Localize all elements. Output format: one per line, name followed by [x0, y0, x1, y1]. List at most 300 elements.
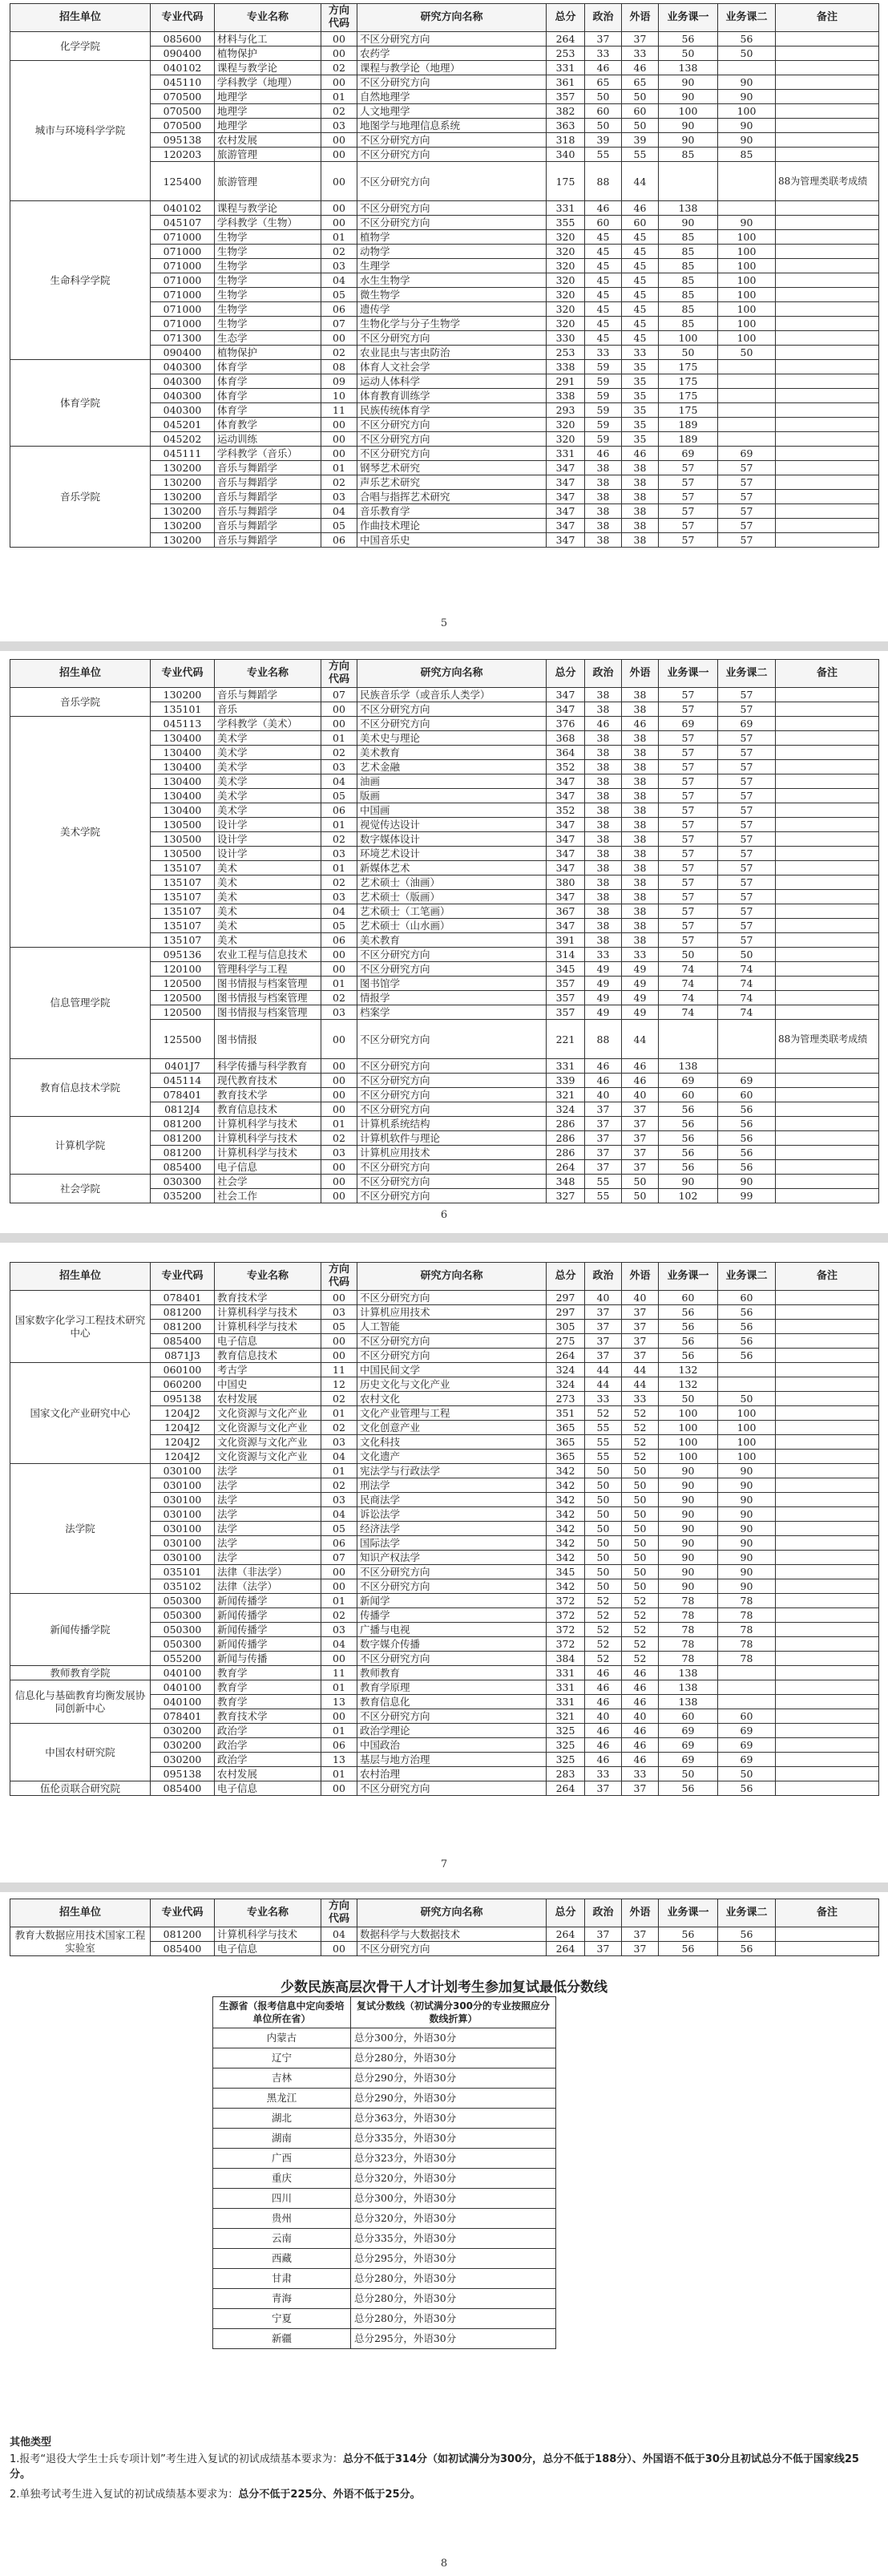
cell-major-code: 030100 [151, 1493, 215, 1507]
cell-direction-code: 00 [321, 201, 357, 216]
minority-province: 宁夏 [213, 2309, 351, 2329]
cell-politics-score: 37 [585, 1942, 622, 1956]
cell-total-score: 347 [547, 919, 585, 933]
cell-course2-score: 69 [718, 1074, 776, 1088]
cell-total-score: 365 [547, 1450, 585, 1464]
minority-province: 广西 [213, 2149, 351, 2169]
cell-politics-score: 45 [585, 245, 622, 259]
cell-course1-score: 57 [659, 904, 718, 919]
cell-direction-name: 钢琴艺术研究 [357, 461, 547, 475]
cell-direction-code: 05 [321, 519, 357, 533]
cell-foreign-language-score: 50 [622, 1551, 659, 1565]
cell-major-name: 文化资源与文化产业 [215, 1421, 321, 1435]
cell-direction-code: 04 [321, 1450, 357, 1464]
cell-course2-score: 57 [718, 688, 776, 702]
cell-major-code: 030100 [151, 1464, 215, 1478]
cell-total-score: 391 [547, 933, 585, 948]
minority-title: 少数民族高层次骨干人才计划考生参加复试最低分数线 [281, 1980, 607, 1996]
cell-major-name: 音乐 [215, 702, 321, 717]
cell-major-code: 035101 [151, 1565, 215, 1579]
cell-major-code: 055200 [151, 1652, 215, 1666]
cell-direction-name: 不区分研究方向 [357, 1059, 547, 1074]
minority-header-province: 生源省（报考信息中定向委培单位所在省） [213, 1997, 351, 2028]
cell-foreign-language-score: 60 [622, 104, 659, 119]
cell-foreign-language-score: 46 [622, 1724, 659, 1738]
cell-total-score: 338 [547, 389, 585, 403]
cell-direction-name: 艺术金融 [357, 760, 547, 774]
cell-direction-name: 情报学 [357, 991, 547, 1005]
cell-course1-score: 50 [659, 1392, 718, 1406]
cell-major-code: 135107 [151, 861, 215, 876]
cell-foreign-language-score: 38 [622, 746, 659, 760]
cell-direction-name: 数字媒介传播 [357, 1637, 547, 1652]
cell-remark [776, 475, 879, 490]
cell-major-code: 070500 [151, 119, 215, 133]
cell-direction-code: 04 [321, 1507, 357, 1522]
cell-foreign-language-score: 44 [622, 1363, 659, 1377]
cell-foreign-language-score: 37 [622, 1117, 659, 1131]
cell-major-name: 学科教学（音乐） [215, 447, 321, 461]
cell-total-score: 347 [547, 789, 585, 803]
cell-major-code: 135101 [151, 702, 215, 717]
table-header-row [10, 1899, 879, 1927]
cell-foreign-language-score: 35 [622, 418, 659, 432]
header-direction-name: 研究方向名称 [357, 4, 547, 32]
cell-course1-score: 57 [659, 789, 718, 803]
cell-major-code: 081200 [151, 1117, 215, 1131]
cell-course1-score: 57 [659, 890, 718, 904]
header-politics-score: 政治 [585, 4, 622, 32]
cell-foreign-language-score: 38 [622, 832, 659, 847]
cell-direction-name: 计算机应用技术 [357, 1305, 547, 1320]
cell-major-code: 120203 [151, 148, 215, 162]
cell-total-score: 342 [547, 1478, 585, 1493]
cell-direction-name: 计算机软件与理论 [357, 1131, 547, 1146]
cell-major-code: 130400 [151, 746, 215, 760]
cell-direction-name: 不区分研究方向 [357, 948, 547, 962]
cell-direction-code: 01 [321, 90, 357, 104]
cell-course1-score: 189 [659, 432, 718, 447]
cell-foreign-language-score: 45 [622, 331, 659, 346]
cell-remark [776, 302, 879, 317]
cell-remark [776, 688, 879, 702]
cell-course1-score: 78 [659, 1608, 718, 1623]
cell-remark [776, 1493, 879, 1507]
cell-course2-score: 90 [718, 1478, 776, 1493]
cell-direction-name: 体育人文社会学 [357, 360, 547, 374]
cell-remark [776, 818, 879, 832]
cell-direction-name: 中国音乐史 [357, 533, 547, 548]
cell-course2-score: 56 [718, 1781, 776, 1796]
cell-total-score: 324 [547, 1102, 585, 1117]
cell-politics-score: 46 [585, 1074, 622, 1088]
cell-total-score: 357 [547, 90, 585, 104]
cell-course1-score: 57 [659, 832, 718, 847]
cell-course2-score: 100 [718, 288, 776, 302]
cell-foreign-language-score: 44 [622, 162, 659, 201]
cell-course2-score [718, 374, 776, 389]
cell-unit: 音乐学院 [10, 688, 151, 717]
cell-remark [776, 1334, 879, 1349]
cell-course2-score [718, 403, 776, 418]
cell-politics-score: 49 [585, 962, 622, 977]
cell-direction-code: 05 [321, 1320, 357, 1334]
cell-course2-score: 74 [718, 1005, 776, 1020]
cell-remark [776, 1478, 879, 1493]
cell-course1-score: 78 [659, 1637, 718, 1652]
cell-major-name: 法律（非法学） [215, 1565, 321, 1579]
cell-course2-score: 99 [718, 1189, 776, 1203]
header-course1-score: 业务课一 [659, 1899, 718, 1927]
cell-direction-code: 01 [321, 461, 357, 475]
cell-politics-score: 52 [585, 1652, 622, 1666]
cell-direction-code: 13 [321, 1753, 357, 1767]
cell-remark [776, 803, 879, 818]
cell-course2-score: 69 [718, 1738, 776, 1753]
cell-major-name: 文化资源与文化产业 [215, 1406, 321, 1421]
cell-direction-code: 00 [321, 1175, 357, 1189]
cell-direction-code: 03 [321, 1005, 357, 1020]
cell-major-name: 体育学 [215, 403, 321, 418]
cell-direction-name: 自然地理学 [357, 90, 547, 104]
table-row [10, 201, 879, 216]
cell-total-score: 321 [547, 1088, 585, 1102]
cell-course2-score [718, 201, 776, 216]
cell-foreign-language-score: 52 [622, 1652, 659, 1666]
cell-politics-score: 60 [585, 104, 622, 119]
cell-direction-name: 环境艺术设计 [357, 847, 547, 861]
minority-row [213, 2229, 556, 2249]
cell-direction-code: 00 [321, 1349, 357, 1363]
cell-major-code: 071300 [151, 331, 215, 346]
cell-direction-name: 美术史与理论 [357, 731, 547, 746]
header-major-code: 专业代码 [151, 4, 215, 32]
cell-politics-score: 59 [585, 374, 622, 389]
cell-direction-name: 诉讼法学 [357, 1507, 547, 1522]
cell-course2-score [718, 1695, 776, 1709]
cell-major-code: 050300 [151, 1608, 215, 1623]
header-major-name: 专业名称 [215, 4, 321, 32]
cell-politics-score: 55 [585, 1450, 622, 1464]
minority-row [213, 2269, 556, 2289]
cell-major-code: 085600 [151, 32, 215, 47]
minority-row [213, 2249, 556, 2269]
cell-politics-score: 46 [585, 1753, 622, 1767]
header-course1-score: 业务课一 [659, 660, 718, 688]
cell-direction-code: 05 [321, 789, 357, 803]
cell-direction-code: 00 [321, 1189, 357, 1203]
cell-politics-score: 38 [585, 774, 622, 789]
cell-course2-score: 90 [718, 1175, 776, 1189]
cell-direction-name: 文化科技 [357, 1435, 547, 1450]
cell-course2-score: 90 [718, 216, 776, 230]
cell-major-code: 060200 [151, 1377, 215, 1392]
cell-remark [776, 346, 879, 360]
cell-direction-name: 不区分研究方向 [357, 432, 547, 447]
cell-politics-score: 38 [585, 475, 622, 490]
cell-major-code: 130400 [151, 803, 215, 818]
cell-major-code: 050300 [151, 1637, 215, 1652]
cell-major-code: 030100 [151, 1522, 215, 1536]
cell-major-code: 070500 [151, 90, 215, 104]
cell-direction-name: 中国民间文学 [357, 1363, 547, 1377]
cell-remark [776, 1160, 879, 1175]
cell-course1-score: 90 [659, 1565, 718, 1579]
cell-course1-score: 57 [659, 760, 718, 774]
header-major-code: 专业代码 [151, 660, 215, 688]
cell-major-name: 农村发展 [215, 1767, 321, 1781]
header-course2-score: 业务课二 [718, 1899, 776, 1927]
cell-foreign-language-score: 52 [622, 1406, 659, 1421]
cell-major-name: 计算机科学与技术 [215, 1117, 321, 1131]
cell-remark [776, 1074, 879, 1088]
cell-remark [776, 789, 879, 803]
cell-course2-score: 100 [718, 1450, 776, 1464]
cell-politics-score: 50 [585, 1579, 622, 1594]
cell-direction-code: 13 [321, 1695, 357, 1709]
cell-foreign-language-score: 52 [622, 1594, 659, 1608]
cell-major-name: 美术学 [215, 803, 321, 818]
cell-direction-code: 00 [321, 1160, 357, 1175]
cell-course1-score: 100 [659, 104, 718, 119]
header-major-name: 专业名称 [215, 660, 321, 688]
cell-direction-code: 05 [321, 1522, 357, 1536]
cell-politics-score: 38 [585, 519, 622, 533]
cell-direction-name: 不区分研究方向 [357, 702, 547, 717]
cell-major-name: 图书情报与档案管理 [215, 977, 321, 991]
cell-total-score: 286 [547, 1117, 585, 1131]
cell-major-name: 科学传播与科学教育 [215, 1059, 321, 1074]
cell-foreign-language-score: 50 [622, 1493, 659, 1507]
cell-course2-score: 56 [718, 1146, 776, 1160]
cell-course1-score: 100 [659, 1435, 718, 1450]
table-row [10, 1059, 879, 1074]
cell-politics-score: 59 [585, 360, 622, 374]
cell-total-score: 376 [547, 717, 585, 731]
cell-foreign-language-score: 38 [622, 876, 659, 890]
cell-total-score: 367 [547, 904, 585, 919]
cell-major-name: 教育技术学 [215, 1088, 321, 1102]
cell-course2-score: 100 [718, 259, 776, 273]
cell-course1-score: 78 [659, 1623, 718, 1637]
cell-total-score: 320 [547, 302, 585, 317]
cell-major-code: 071000 [151, 273, 215, 288]
cell-course1-score: 69 [659, 1738, 718, 1753]
cell-politics-score: 38 [585, 890, 622, 904]
cell-major-code: 135107 [151, 890, 215, 904]
cell-major-code: 045201 [151, 418, 215, 432]
cell-major-code: 081200 [151, 1927, 215, 1942]
cell-foreign-language-score: 46 [622, 1695, 659, 1709]
cell-major-name: 美术学 [215, 746, 321, 760]
cell-remark [776, 991, 879, 1005]
minority-row [213, 2109, 556, 2129]
cell-course2-score: 57 [718, 519, 776, 533]
cell-course1-score: 78 [659, 1652, 718, 1666]
cell-remark [776, 1349, 879, 1363]
cell-foreign-language-score: 46 [622, 447, 659, 461]
cell-course1-score: 69 [659, 447, 718, 461]
cell-direction-code: 00 [321, 1291, 357, 1305]
cell-foreign-language-score: 44 [622, 1020, 659, 1059]
cell-direction-code: 00 [321, 162, 357, 201]
cell-course2-score: 78 [718, 1594, 776, 1608]
cell-direction-name: 版画 [357, 789, 547, 803]
header-foreign-language-score: 外语 [622, 660, 659, 688]
cell-course2-score: 60 [718, 1088, 776, 1102]
cell-major-name: 美术学 [215, 774, 321, 789]
cell-major-code: 071000 [151, 245, 215, 259]
cell-course2-score: 85 [718, 148, 776, 162]
cell-remark [776, 432, 879, 447]
cell-total-score: 357 [547, 991, 585, 1005]
cell-foreign-language-score: 50 [622, 1464, 659, 1478]
minority-score: 总分335分，外语30分 [351, 2129, 556, 2149]
cell-course1-score: 90 [659, 119, 718, 133]
cell-course2-score [718, 162, 776, 201]
cell-unit: 体育学院 [10, 360, 151, 447]
cell-direction-code: 04 [321, 504, 357, 519]
cell-major-code: 130400 [151, 774, 215, 789]
cell-course2-score: 57 [718, 803, 776, 818]
cell-total-score: 325 [547, 1724, 585, 1738]
cell-foreign-language-score: 35 [622, 403, 659, 418]
cell-course1-score: 56 [659, 1349, 718, 1363]
cell-course1-score: 57 [659, 688, 718, 702]
cell-foreign-language-score: 37 [622, 1334, 659, 1349]
cell-total-score: 314 [547, 948, 585, 962]
cell-course1-score: 90 [659, 90, 718, 104]
cell-direction-name: 不区分研究方向 [357, 75, 547, 90]
cell-direction-name: 美术教育 [357, 933, 547, 948]
cell-politics-score: 55 [585, 1421, 622, 1435]
admission-table-page-8 [10, 1899, 879, 1956]
cell-course1-score: 102 [659, 1189, 718, 1203]
cell-course2-score: 60 [718, 1291, 776, 1305]
cell-remark [776, 1175, 879, 1189]
cell-politics-score: 40 [585, 1088, 622, 1102]
table-row [10, 948, 879, 962]
cell-course1-score: 85 [659, 148, 718, 162]
header-course2-score: 业务课二 [718, 660, 776, 688]
table-row [10, 360, 879, 374]
minority-row [213, 2329, 556, 2349]
cell-direction-code: 00 [321, 418, 357, 432]
cell-foreign-language-score: 50 [622, 1536, 659, 1551]
cell-remark [776, 317, 879, 331]
minority-province: 重庆 [213, 2169, 351, 2189]
cell-course2-score: 78 [718, 1637, 776, 1652]
cell-major-name: 体育学 [215, 389, 321, 403]
header-direction-name: 研究方向名称 [357, 1899, 547, 1927]
cell-course2-score: 78 [718, 1623, 776, 1637]
cell-total-score: 372 [547, 1637, 585, 1652]
cell-remark [776, 919, 879, 933]
minority-province: 湖北 [213, 2109, 351, 2129]
header-direction-code: 方向代码 [321, 1263, 357, 1291]
cell-direction-name: 知识产权法学 [357, 1551, 547, 1565]
cell-unit: 美术学院 [10, 717, 151, 948]
other-types-heading: 其他类型 [10, 2436, 52, 2449]
cell-direction-code: 01 [321, 861, 357, 876]
cell-total-score: 291 [547, 374, 585, 389]
cell-major-name: 法学 [215, 1507, 321, 1522]
minority-score: 总分300分，外语30分 [351, 2189, 556, 2209]
cell-major-name: 政治学 [215, 1724, 321, 1738]
minority-score: 总分290分，外语30分 [351, 2068, 556, 2089]
cell-foreign-language-score: 50 [622, 90, 659, 104]
cell-direction-name: 不区分研究方向 [357, 201, 547, 216]
cell-foreign-language-score: 38 [622, 688, 659, 702]
cell-direction-name: 不区分研究方向 [357, 447, 547, 461]
cell-foreign-language-score: 55 [622, 148, 659, 162]
cell-direction-name: 计算机应用技术 [357, 1146, 547, 1160]
cell-remark [776, 731, 879, 746]
header-course1-score: 业务课一 [659, 4, 718, 32]
cell-remark [776, 403, 879, 418]
cell-course1-score: 85 [659, 259, 718, 273]
cell-remark [776, 1146, 879, 1160]
cell-foreign-language-score: 49 [622, 977, 659, 991]
cell-major-code: 071000 [151, 288, 215, 302]
cell-direction-code: 10 [321, 389, 357, 403]
admission-table-page-7 [10, 1262, 879, 1796]
cell-major-name: 生物学 [215, 259, 321, 273]
cell-direction-name: 不区分研究方向 [357, 1189, 547, 1203]
cell-total-score: 372 [547, 1623, 585, 1637]
cell-politics-score: 45 [585, 288, 622, 302]
cell-total-score: 345 [547, 1565, 585, 1579]
cell-major-name: 电子信息 [215, 1160, 321, 1175]
cell-major-code: 040300 [151, 389, 215, 403]
cell-course2-score: 56 [718, 1160, 776, 1175]
cell-foreign-language-score: 50 [622, 1189, 659, 1203]
cell-direction-code: 11 [321, 403, 357, 418]
cell-foreign-language-score: 33 [622, 1392, 659, 1406]
cell-politics-score: 50 [585, 1478, 622, 1493]
cell-total-score: 320 [547, 418, 585, 432]
cell-direction-name: 不区分研究方向 [357, 418, 547, 432]
cell-course2-score: 100 [718, 245, 776, 259]
cell-politics-score: 50 [585, 1507, 622, 1522]
cell-course1-score: 57 [659, 876, 718, 890]
header-unit: 招生单位 [10, 660, 151, 688]
cell-direction-name: 教师教育 [357, 1666, 547, 1680]
cell-major-code: 045110 [151, 75, 215, 90]
page-separator [0, 1233, 888, 1243]
cell-politics-score: 38 [585, 832, 622, 847]
cell-politics-score: 55 [585, 1175, 622, 1189]
cell-direction-name: 不区分研究方向 [357, 1709, 547, 1724]
cell-direction-code: 00 [321, 1579, 357, 1594]
cell-direction-code: 00 [321, 216, 357, 230]
cell-major-name: 法学 [215, 1536, 321, 1551]
cell-unit: 化学学院 [10, 32, 151, 61]
cell-politics-score: 38 [585, 904, 622, 919]
cell-remark [776, 1781, 879, 1796]
cell-foreign-language-score: 38 [622, 904, 659, 919]
cell-course2-score: 90 [718, 119, 776, 133]
cell-politics-score: 50 [585, 1536, 622, 1551]
cell-course2-score: 57 [718, 461, 776, 475]
cell-course2-score: 57 [718, 789, 776, 803]
table-row [10, 1666, 879, 1680]
cell-remark [776, 1131, 879, 1146]
cell-course2-score: 100 [718, 1406, 776, 1421]
cell-course2-score: 57 [718, 933, 776, 948]
cell-direction-name: 政治学理论 [357, 1724, 547, 1738]
cell-politics-score: 46 [585, 1738, 622, 1753]
